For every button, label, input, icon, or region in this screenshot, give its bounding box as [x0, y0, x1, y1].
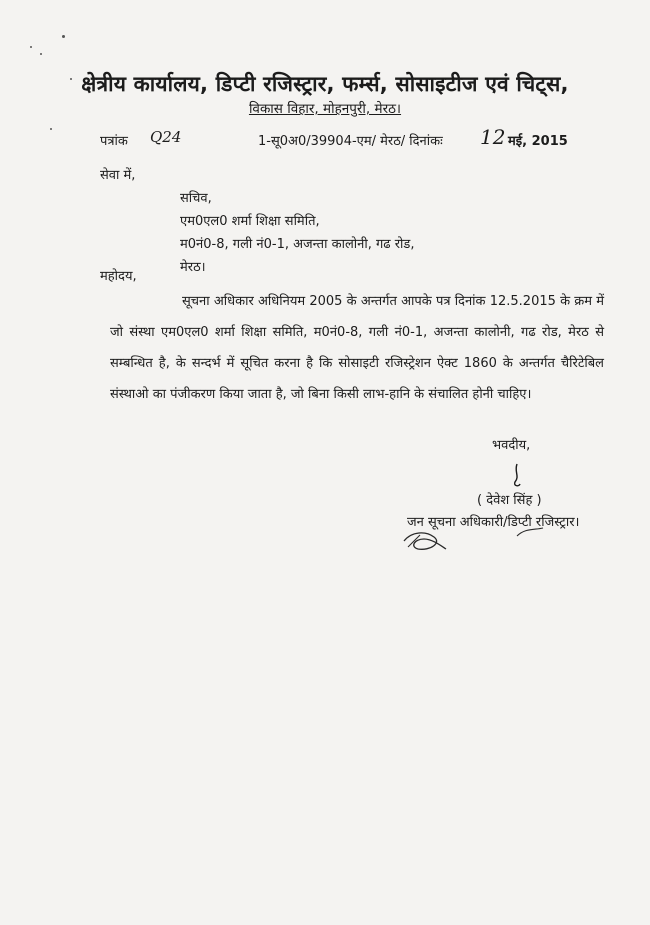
valediction: भवदीय, [492, 438, 531, 453]
office-address-text: विकास विहार, मोहनपुरी, मेरठ। [248, 101, 402, 117]
salutation-line: सेवा में, [100, 168, 136, 183]
reference-label: पत्रांक [100, 134, 128, 149]
greeting: महोदय, [100, 269, 137, 284]
office-title: क्षेत्रीय कार्यालय, डिप्टी रजिस्ट्रार, फर्म्स, सोसाइटीज एवं चिट्स, [81, 72, 569, 96]
reference-handwritten-number: Q24 [150, 128, 182, 146]
office-address [0, 99, 650, 117]
signature-mark [508, 462, 526, 492]
scan-speck [50, 128, 52, 130]
addressee-line: म0नं0-8, गली नं0-1, अजन्ता कालोनी, गढ रोड, [180, 237, 415, 252]
reference-handwritten-date: 12 [480, 125, 506, 149]
designation-strike [515, 526, 545, 540]
addressee-line: एम0एल0 शर्मा शिक्षा समिति, [180, 214, 320, 229]
addressee-line: सचिव, [180, 191, 212, 206]
scan-speck [30, 46, 32, 48]
officer-name: ( देवेश सिंह ) [477, 493, 542, 508]
reference-number: 1-सू0अ0/39904-एम/ मेरठ/ दिनांकः [258, 134, 443, 149]
scan-speck [62, 35, 65, 38]
reference-row [100, 125, 580, 153]
letter-body: सूचना अधिकार अधिनियम 2005 के अन्तर्गत आपके पत्र दिनांक 12.5.2015 के क्रम में जो संस्था एम0एल0 शर्मा शिक्षा समिति, म0नं0-8, गली नं0-1, अजन्ता कालोनी, गढ रोड, मेरठ से सम्बन्धित है, के सन्दर्भ में सूचित करना है कि सोसाइटी रजिस्ट्रेशन ऐक्ट 1860 के अन्तर्गत चैरिटेबिल संस्थाओ का पंजीकरण किया जाता है, जो बिना किसी लाभ-हानि के संचालित होनी चाहिए। [110, 294, 604, 402]
officer-designation: जन सूचना अधिकारी/डिप्टी रजिस्ट्रार। [407, 515, 580, 530]
scan-speck [40, 53, 42, 55]
reference-month-year: मई, 2015 [508, 134, 568, 149]
initials-scribble [400, 525, 450, 557]
addressee-line: मेरठ। [180, 260, 206, 275]
